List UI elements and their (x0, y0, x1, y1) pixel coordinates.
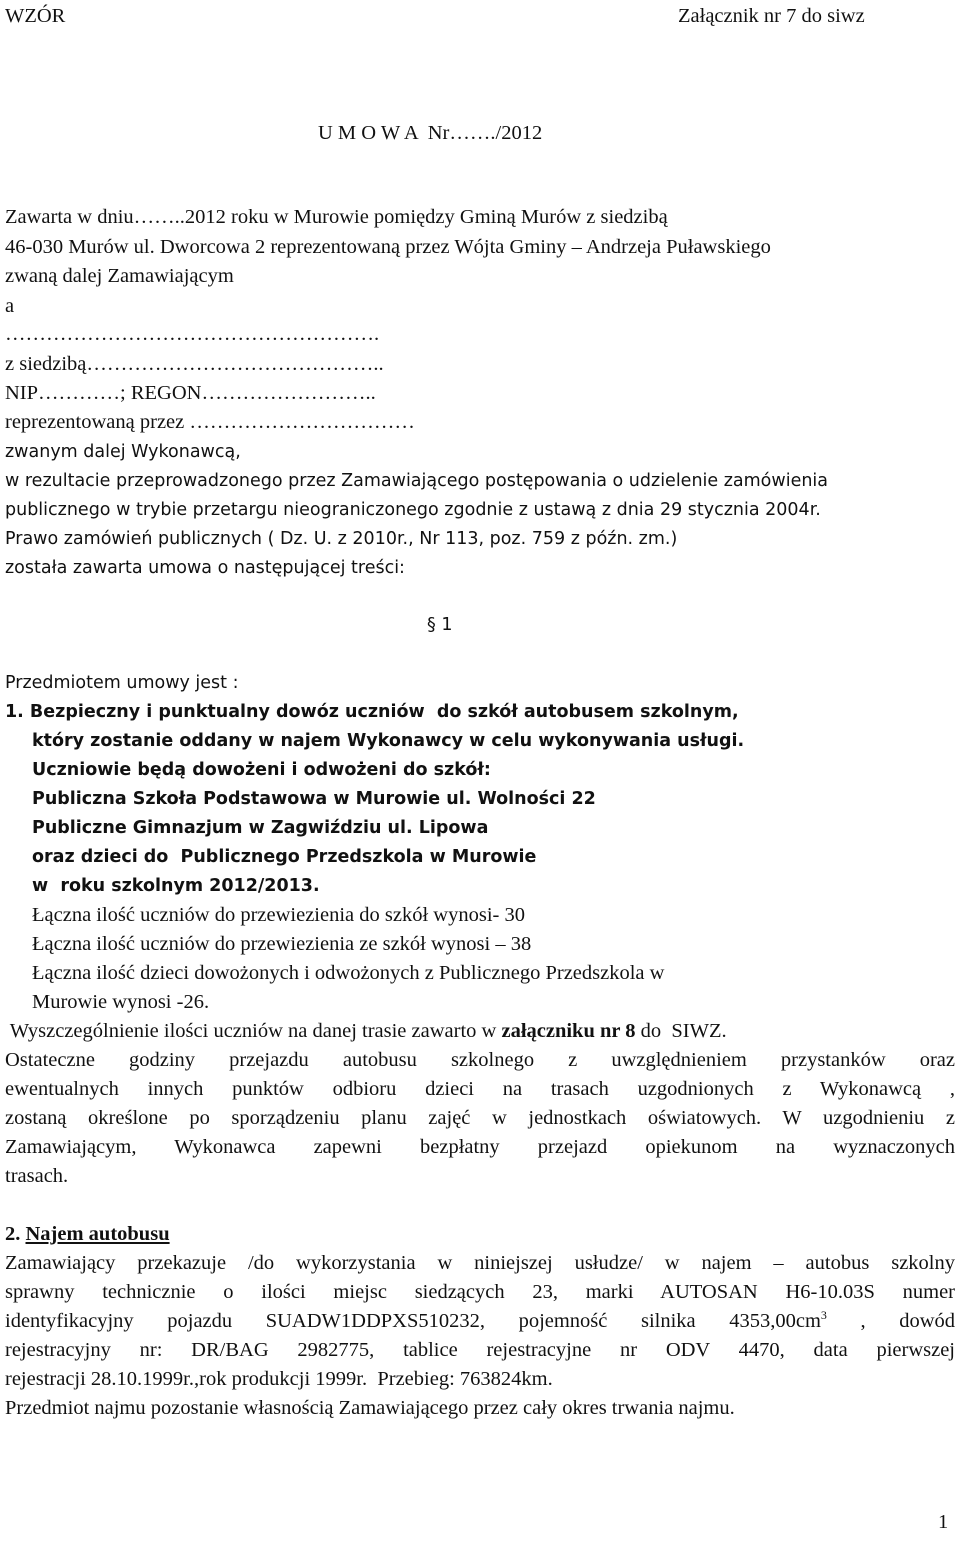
section-number: 2. (5, 1223, 21, 1245)
paragraph-line: Ostateczne godziny przejazdu autobusu szkolnego z uwzględnieniem przystanków oraz (5, 1049, 955, 1071)
intro-line: Prawo zamówień publicznych ( Dz. U. z 2010r., Nr 113, poz. 759 z późn. zm.) (5, 529, 678, 549)
attachment-reference: załączniku nr 8 (501, 1020, 636, 1042)
intro-line: ………………………………………………. (5, 323, 380, 345)
rental-line: Zamawiający przekazuje /do wykorzystania w niniejszej usłudze/ w najem – autobus szkolny (5, 1252, 955, 1274)
item-text: Bezpieczny i punktualny dowóz uczniów do szkół autobusem szkolnym, (23, 702, 739, 722)
intro-line: w rezultacie przeprowadzonego przez Zamawiającego postępowania o udzielenie zamówienia (5, 471, 829, 491)
item-number: 1. (5, 702, 24, 722)
section-2-heading (5, 1222, 170, 1246)
intro-line: z siedzibą…………………………………….. (5, 353, 384, 375)
intro-line: publicznego w trybie przetargu nieograniczonego zgodnie z ustawą z dnia 29 stycznia 2004r. (5, 500, 821, 520)
rental-line (5, 1309, 955, 1333)
intro-line: Zawarta w dniu……..2012 roku w Murowie pomiędzy Gminą Murów z siedzibą (5, 206, 668, 228)
details-text: Wyszczególnienie ilości uczniów na danej trasie zawarto w (5, 1020, 502, 1042)
item-1-line: w roku szkolnym 2012/2013. (32, 876, 320, 896)
rental-line: rejestracji 28.10.1999r.,rok produkcji 1999r. Przebieg: 763824km. (5, 1368, 553, 1390)
count-line: Murowie wynosi -26. (32, 991, 210, 1013)
item-1-line: Publiczne Gimnazjum w Zagwiździu ul. Lipowa (32, 818, 489, 838)
intro-line: reprezentowaną przez …………………………… (5, 411, 415, 433)
paragraph-line: zostaną określone po sporządzeniu planu zajęć w jednostkach oświatowych. W uzgodnieniu z (5, 1107, 955, 1129)
section-title: Najem autobusu (25, 1223, 170, 1245)
paragraph-line: Zamawiającym, Wykonawca zapewni bezpłatny przejazd opiekunom na wyznaczonych (5, 1136, 955, 1158)
details-text: do SIWZ. (635, 1020, 727, 1042)
paragraph-line: ewentualnych innych punktów odbioru dzieci na trasach uzgodnionych z Wykonawcą , (5, 1078, 955, 1100)
rental-line: Przedmiot najmu pozostanie własnością Zamawiającego przez cały okres trwania najmu. (5, 1397, 735, 1419)
details-line (5, 1019, 727, 1043)
item-1-line: Uczniowie będą dowożeni i odwożeni do szkół: (32, 760, 491, 780)
intro-line: zwanym dalej Wykonawcą, (5, 442, 241, 462)
item-1-line: Publiczna Szkoła Podstawowa w Murowie ul. Wolności 22 (32, 789, 596, 809)
subject-heading: Przedmiotem umowy jest : (5, 673, 239, 693)
paragraph-line: trasach. (5, 1165, 69, 1187)
page-number: 1 (938, 1511, 949, 1533)
section-mark: § 1 (427, 615, 453, 635)
intro-line: 46-030 Murów ul. Dworcowa 2 reprezentowaną przez Wójta Gminy – Andrzeja Puławskiego (5, 236, 771, 258)
count-line: Łączna ilość uczniów do przewiezienia do szkół wynosi- 30 (32, 904, 525, 926)
intro-line: a (5, 295, 15, 317)
attachment-label: Załącznik nr 7 do siwz (678, 5, 865, 27)
count-line: Łączna ilość dzieci dowożonych i odwożonych z Publicznego Przedszkola w (32, 962, 665, 984)
superscript: 3 (820, 1308, 827, 1323)
rental-text: , dowód (826, 1310, 955, 1332)
item-1-line: który zostanie oddany w najem Wykonawcy w celu wykonywania usługi. (32, 731, 745, 751)
item-1-line (5, 700, 739, 724)
intro-line: zwaną dalej Zamawiającym (5, 265, 234, 287)
template-label: WZÓR (5, 5, 66, 27)
rental-line: rejestracyjny nr: DR/BAG 2982775, tablice rejestracyjne nr ODV 4470, data pierwszej (5, 1339, 955, 1361)
count-line: Łączna ilość uczniów do przewiezienia ze szkół wynosi – 38 (32, 933, 532, 955)
item-1-line: oraz dzieci do Publicznego Przedszkola w Murowie (32, 847, 537, 867)
rental-text: identyfikacyjny pojazdu SUADW1DDPXS510232, pojemność silnika 4353,00cm (5, 1310, 821, 1332)
document-title: U M O W A Nr……./2012 (318, 122, 543, 144)
rental-line: sprawny technicznie o ilości miejsc siedzących 23, marki AUTOSAN H6-10.03S numer (5, 1281, 955, 1303)
intro-line: została zawarta umowa o następującej treści: (5, 558, 405, 578)
intro-line: NIP…………; REGON…………………….. (5, 382, 376, 404)
